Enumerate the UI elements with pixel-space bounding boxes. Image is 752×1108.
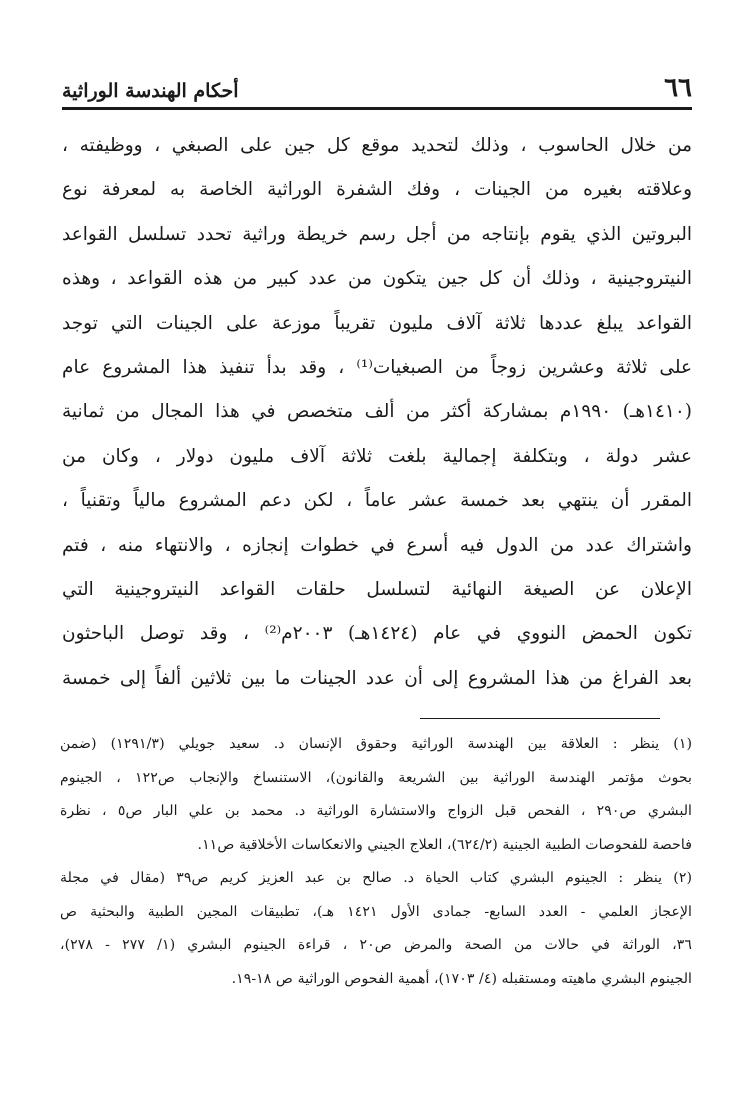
body-line: البروتين الذي يقوم بإنتاجه من أجل رسم خريطة وراثية تحدد تسلسل القواعد bbox=[62, 223, 692, 245]
body-line: بعد الفراغ من هذا المشروع إلى أن عدد الجينات ما بين ثلاثين ألفاً إلى خمسة bbox=[62, 667, 692, 689]
body-text bbox=[62, 124, 692, 701]
body-line: القواعد يبلغ عددها ثلاثة آلاف مليون تقريباً موزعة على الجينات التي توجد bbox=[62, 312, 692, 334]
body-line: عشر دولة ، وبتكلفة إجمالية بلغت ثلاثة آلاف مليون دولار ، وكان من bbox=[62, 445, 692, 467]
footnote-line: (٢) ينظر : الجينوم البشري كتاب الحياة د. صالح بن عبد العزيز كريم ص٣٩ (مقال في مجلة bbox=[60, 870, 692, 886]
page-number: ٦٦ bbox=[664, 73, 692, 103]
footnote-line: بحوث مؤتمر الهندسة الوراثية بين الشريعة والقانون)، الاستنساخ والإنجاب ص١٢٢ ، الجينوم bbox=[60, 769, 692, 786]
footnote-line: الجينوم البشري ماهيته ومستقبله (٤/ ١٧٠٣)، أهمية الفحوص الوراثية ص ١٨-١٩. bbox=[231, 970, 692, 987]
footnotes bbox=[60, 728, 692, 996]
footnote-line: البشري ص٢٩٠ ، الفحص قبل الزواج والاستشارة الوراثية د. محمد بن علي البار ص٥ ، نظرة bbox=[60, 803, 692, 819]
running-title: أحكام الهندسة الوراثية bbox=[62, 80, 239, 102]
body-line: من خلال الحاسوب ، وذلك لتحديد موقع كل جين على الصبغي ، ووظيفته ، bbox=[62, 135, 692, 156]
body-line: الإعلان عن الصيغة النهائية لتسلسل حلقات القواعد النيتروجينية التي bbox=[62, 578, 692, 600]
body-line: واشتراك عدد من الدول فيه أسرع في خطوات إنجازه ، والانتهاء منه ، فتم bbox=[62, 534, 692, 556]
body-line: وعلاقته بغيره من الجينات ، وفك الشفرة الوراثية الخاصة به لمعرفة نوع bbox=[62, 179, 692, 201]
footnote-line: الإعجاز العلمي - العدد السابع- جمادى الأول ١٤٢١ هـ)، تطبيقات المجين الطبية والبحثية ص bbox=[60, 903, 692, 920]
footnote-line: فاحصة للفحوصات الطبية الجينية (٦٢٤/٢)، العلاج الجيني والانعكاسات الأخلاقية ص١١. bbox=[197, 836, 692, 853]
body-line: (١٤١٠هـ) ١٩٩٠م بمشاركة أكثر من ألف متخصص في هذا المجال من ثمانية bbox=[62, 401, 692, 423]
body-line: على ثلاثة وعشرين زوجاً من الصبغيات⁽¹⁾ ، وقد بدأ تنفيذ هذا المشروع عام bbox=[62, 356, 692, 378]
body-line: النيتروجينية ، وذلك أن كل جين يتكون من عدد كبير من هذه القواعد ، وهذه bbox=[62, 268, 692, 290]
footnote-line: (١) ينظر : العلاقة بين الهندسة الوراثية وحقوق الإنسان د. سعيد جويلي (١٢٩١/٣) (ضمن bbox=[60, 736, 692, 752]
footnote-divider bbox=[420, 718, 660, 719]
body-line: المقرر أن ينتهي بعد خمسة عشر عاماً ، لكن دعم المشروع مالياً وتقنياً ، bbox=[62, 490, 692, 512]
footnote-line: ٣٦، الوراثة في حالات من الصحة والمرض ص٢٠ ، قراءة الجينوم البشري (١/ ٢٧٧ - ٢٧٨)، bbox=[60, 937, 692, 953]
page-header bbox=[62, 70, 692, 110]
body-line: تكون الحمض النووي في عام (١٤٢٤هـ) ٢٠٠٣م⁽²⁾ ، وقد توصل الباحثون bbox=[62, 623, 692, 645]
